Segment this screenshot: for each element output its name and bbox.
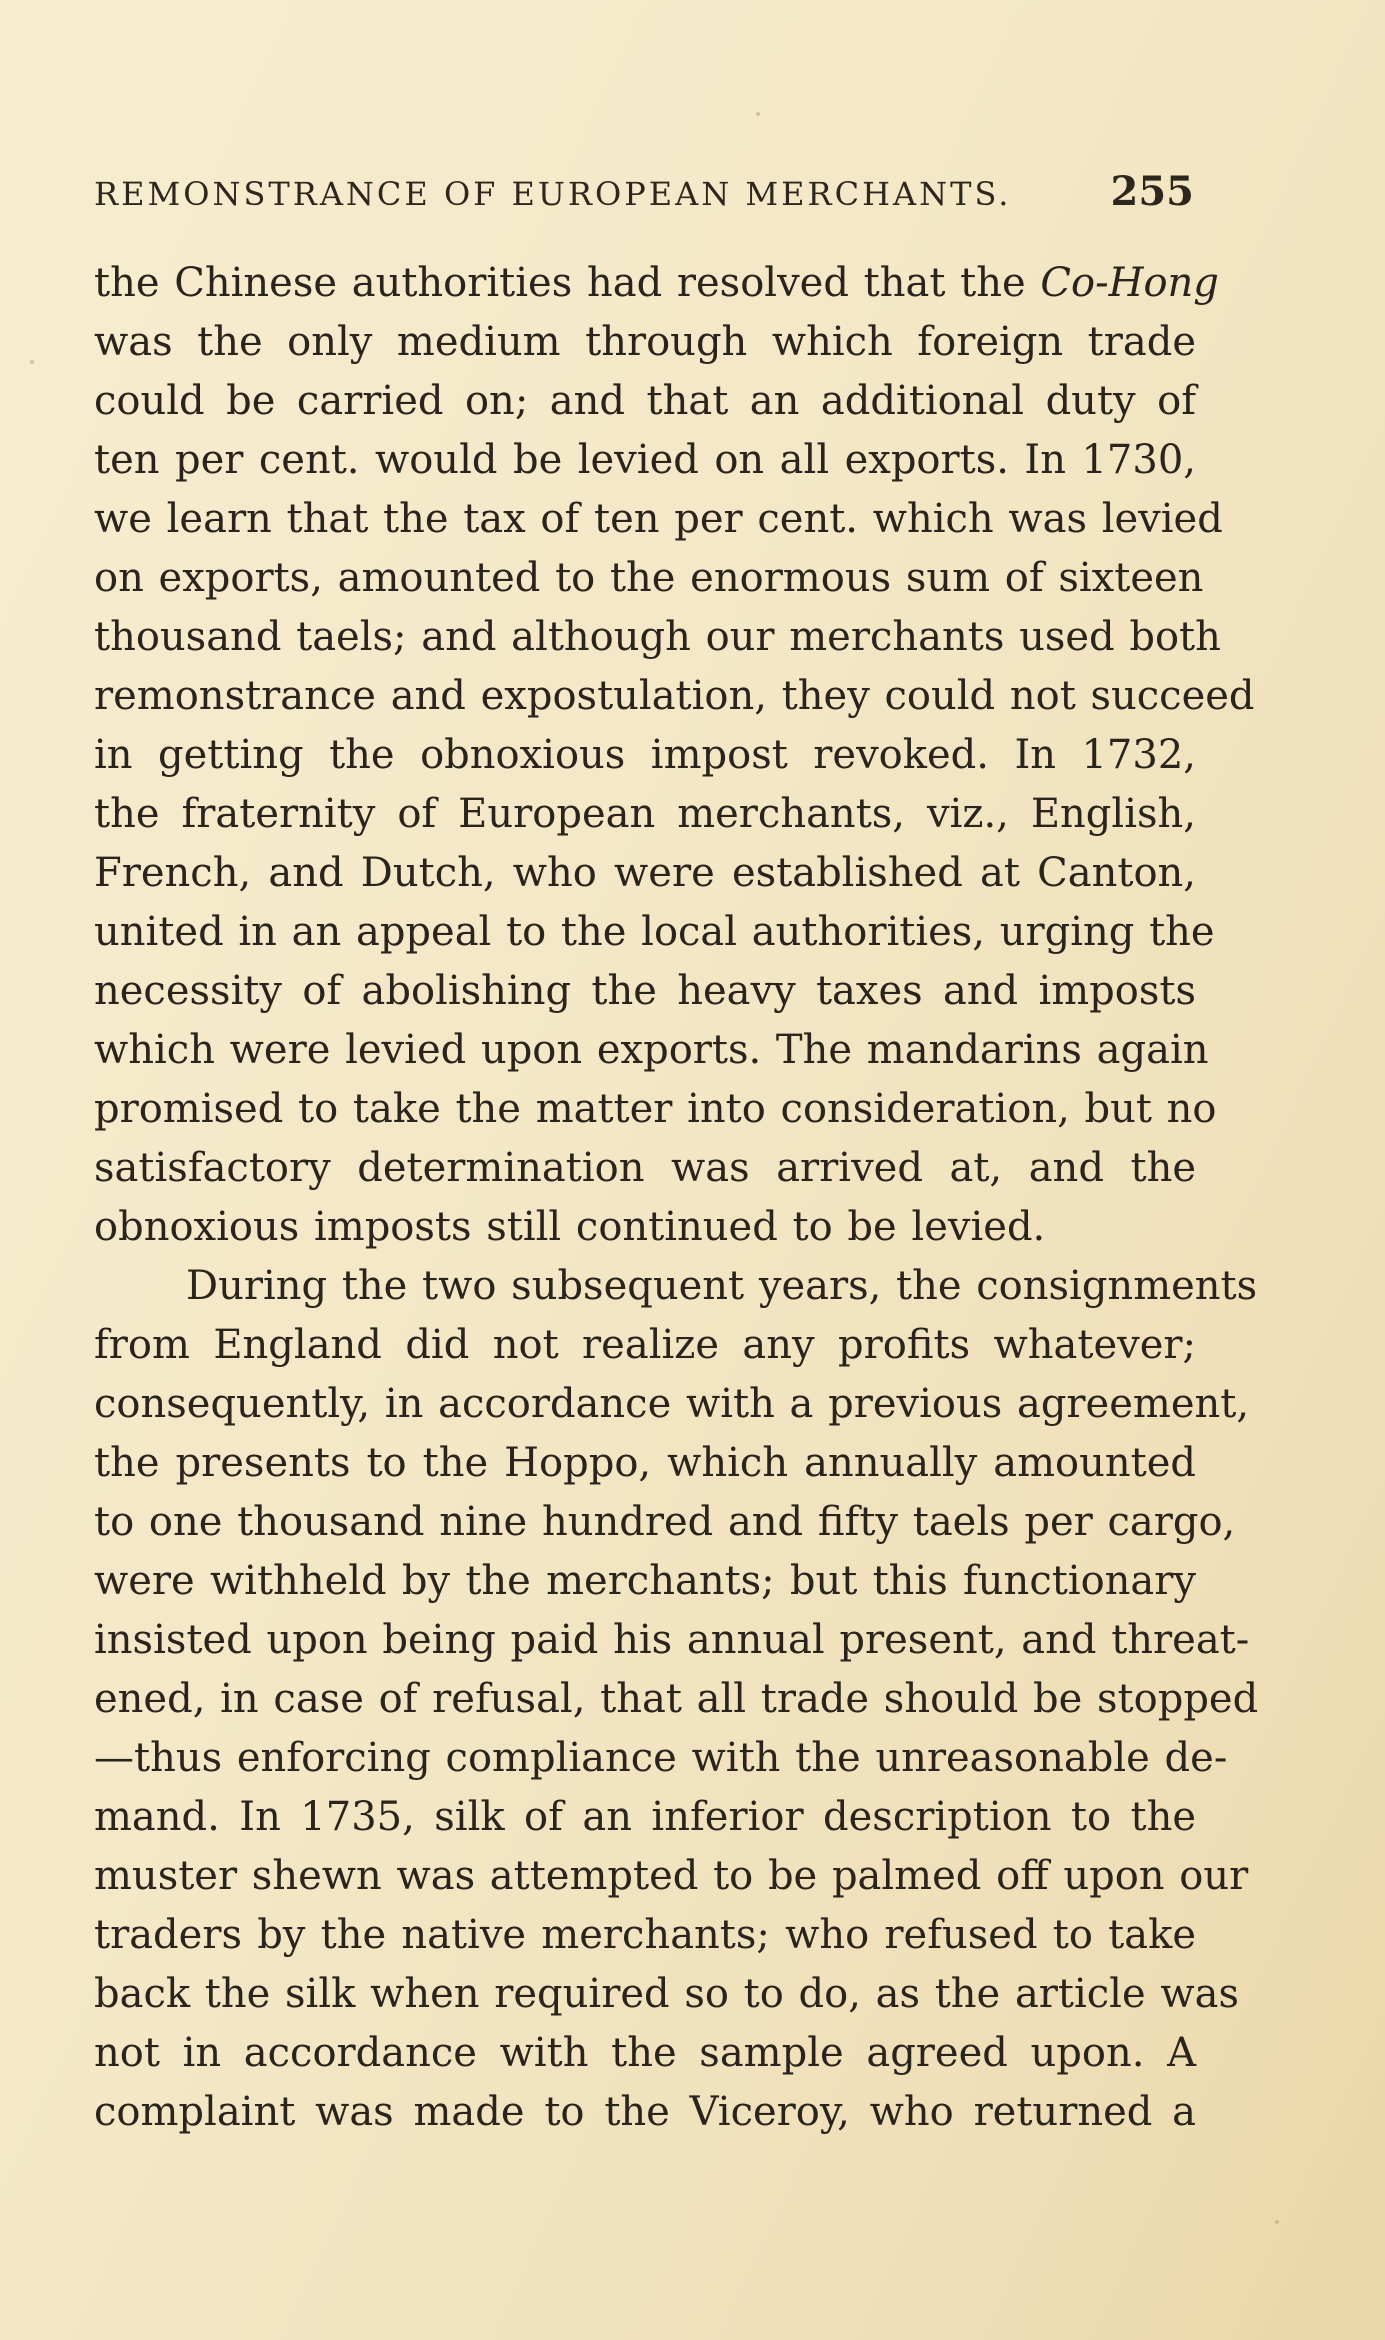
text-line-23: were withheld by the merchants; but this functionary xyxy=(94,1558,1196,1604)
text-line-22: to one thousand nine hundred and fifty taels per cargo, xyxy=(94,1499,1236,1545)
text-line-10: the fraternity of European merchants, viz., English, xyxy=(94,791,1196,837)
text-line-19: from England did not realize any profits whatever; xyxy=(94,1322,1196,1368)
text-line-29: traders by the native merchants; who refused to take xyxy=(94,1912,1196,1958)
running-title: REMONSTRANCE OF EUROPEAN MERCHANTS. xyxy=(94,175,1012,213)
text-line-12: united in an appeal to the local authorities, urging the xyxy=(94,909,1215,955)
text-line-11: French, and Dutch, who were established at Canton, xyxy=(94,850,1196,896)
text-line-3: could be carried on; and that an additional duty of xyxy=(94,378,1196,424)
text-line-24: insisted upon being paid his annual present, and threat- xyxy=(94,1617,1250,1663)
paper-speck xyxy=(30,360,34,364)
text-line-21: the presents to the Hoppo, which annually amounted xyxy=(94,1440,1196,1486)
text-line-18: During the two subsequent years, the consignments xyxy=(186,1263,1258,1309)
text-line-28: muster shewn was attempted to be palmed off upon our xyxy=(94,1853,1249,1899)
co-hong-term: Co-Hong xyxy=(1040,260,1219,306)
paper-speck xyxy=(756,112,760,116)
text-line-8: remonstrance and expostulation, they could not succeed xyxy=(94,673,1255,719)
text-line-31: not in accordance with the sample agreed upon. A xyxy=(94,2030,1196,2076)
text-line-32: complaint was made to the Viceroy, who returned a xyxy=(94,2089,1196,2135)
text-line-16: satisfactory determination was arrived at, and the xyxy=(94,1145,1196,1191)
text-line-20: consequently, in accordance with a previous agreement, xyxy=(94,1381,1250,1427)
text-line-26: —thus enforcing compliance with the unreasonable de- xyxy=(94,1735,1228,1781)
text-line-14: which were levied upon exports. The mandarins again xyxy=(94,1027,1209,1073)
text-line-27: mand. In 1735, silk of an inferior description to the xyxy=(94,1794,1196,1840)
text-line-7: thousand taels; and although our merchants used both xyxy=(94,614,1221,660)
text-line-25: ened, in case of refusal, that all trade should be stopped xyxy=(94,1676,1259,1722)
text-line-9: in getting the obnoxious impost revoked. In 1732, xyxy=(94,732,1196,778)
text-line-13: necessity of abolishing the heavy taxes and imposts xyxy=(94,968,1196,1014)
text-line-17: obnoxious imposts still continued to be levied. xyxy=(94,1204,1046,1250)
text-line-5: we learn that the tax of ten per cent. which was levied xyxy=(94,496,1223,542)
paper-speck xyxy=(1275,2220,1279,2224)
body-text xyxy=(94,254,1259,2142)
running-head xyxy=(94,168,1194,216)
text-line-1: the Chinese authorities had resolved that the Co-Hong xyxy=(94,260,1219,306)
text-line-6: on exports, amounted to the enormous sum of sixteen xyxy=(94,555,1204,601)
text-line-15: promised to take the matter into consideration, but no xyxy=(94,1086,1217,1132)
text-line-30: back the silk when required so to do, as the article was xyxy=(94,1971,1239,2017)
page-number: 255 xyxy=(1110,168,1194,215)
text-line-2: was the only medium through which foreign trade xyxy=(94,319,1196,365)
text-line-4: ten per cent. would be levied on all exports. In 1730, xyxy=(94,437,1196,483)
